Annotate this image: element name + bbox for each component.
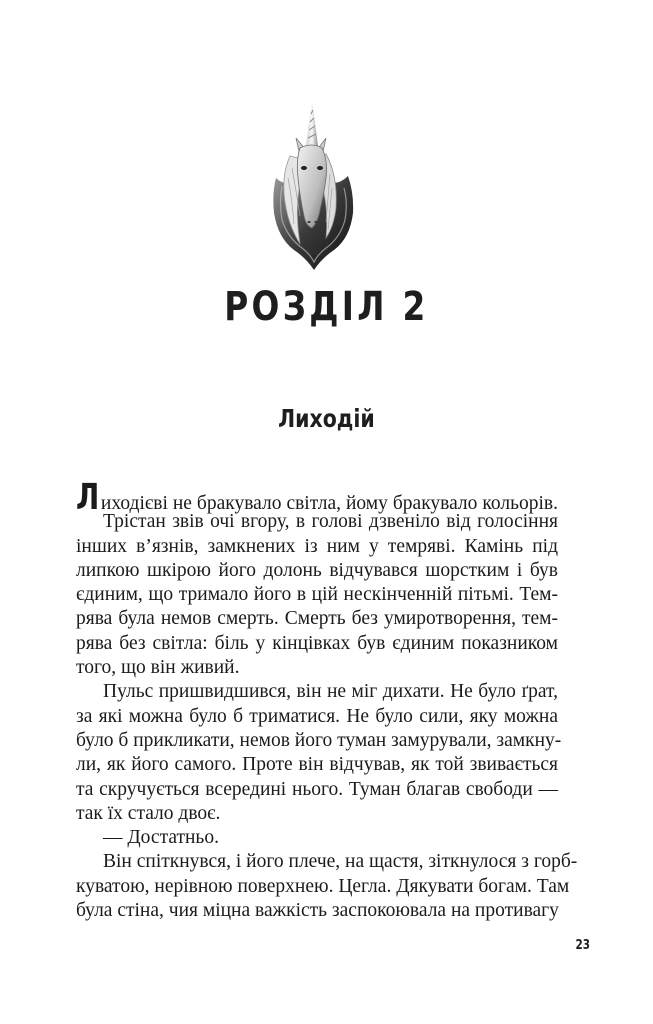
text-line: — Достатньо.: [103, 827, 219, 849]
text-line: рява була немов смерть. Смерть без умиротворення, тем-: [76, 608, 558, 630]
text-line: куватою, нерівною поверхнею. Цегла. Дякувати богам. Там: [76, 875, 570, 897]
text-line: єдиним, що тримало його в цій нескінченній пітьмі. Тем-: [76, 584, 558, 606]
text-line: Пульс пришвидшився, він не міг дихати. Не було ґрат,: [103, 681, 558, 703]
text-line: Він спіткнувся, і його плече, на щастя, зіткнулося з горб-: [103, 851, 578, 873]
body-text: [76, 477, 578, 923]
text-line: Лиходієві не бракувало світла, йому бракувало кольорів.: [76, 477, 558, 518]
text-line: так їх стало двоє.: [76, 802, 221, 824]
text-line: того, що він живий.: [76, 657, 240, 679]
text-line: Трістан звів очі вгору, в голові дзвеніло від голосіння: [103, 511, 558, 533]
text-line: було б прикликати, немов його туман замурували, замкну-: [76, 729, 562, 751]
chapter-title: Лиходій: [278, 404, 375, 433]
text-line: липкою шкірою його долонь відчувався шорстким і був: [76, 559, 558, 581]
text-line: інших в’язнів, замкнених із ним у темряві. Камінь під: [76, 535, 558, 557]
text-line: ли, як його самого. Проте він відчував, як той звивається: [76, 754, 558, 776]
unicorn-head-trophy-icon: [266, 98, 356, 273]
text-line: та скручується всередині нього. Туман благав свободи —: [76, 778, 558, 800]
page-number: 23: [575, 938, 590, 953]
drop-cap: Л: [76, 477, 100, 518]
text-line: була стіна, чия міцна важкість заспокоювала на противагу: [76, 900, 559, 922]
text-line: за які можна було б триматися. Не було сили, яку можна: [76, 705, 558, 727]
chapter-label: РОЗДІЛ 2: [224, 284, 429, 330]
text-line: рява без світла: біль у кінцівках був єдиним показником: [76, 632, 558, 654]
